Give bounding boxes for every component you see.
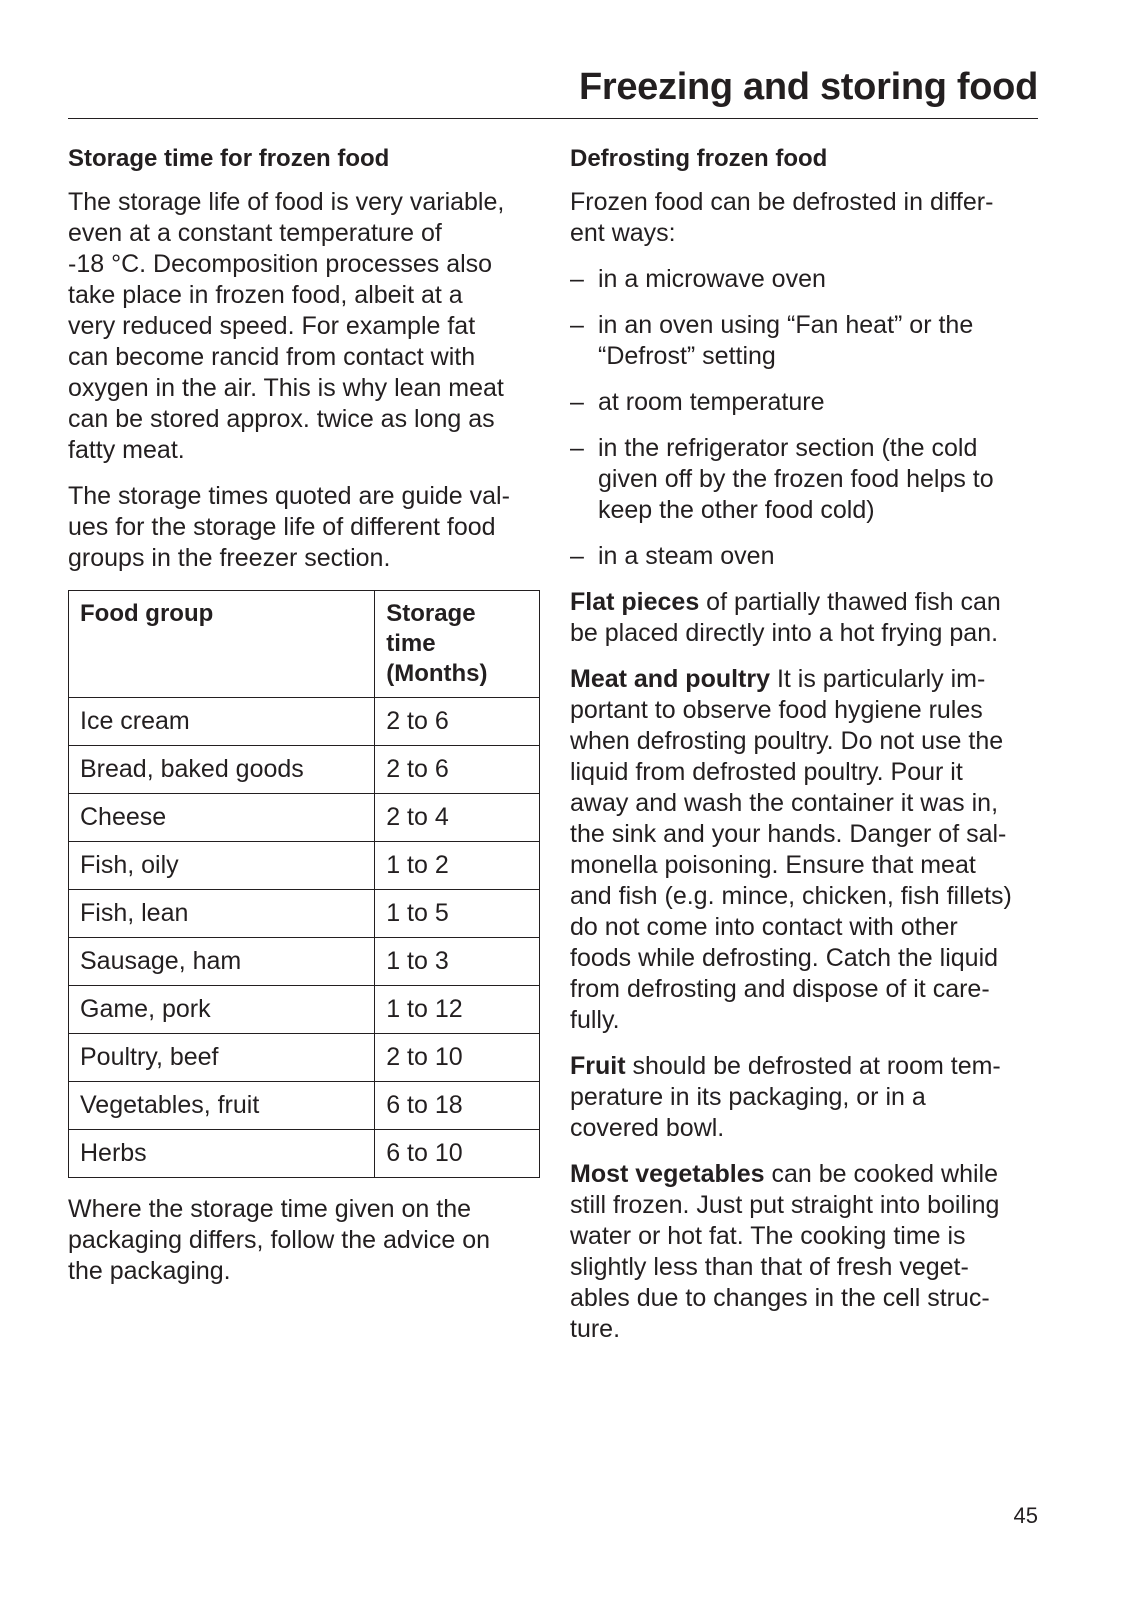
list-item (570, 541, 1040, 572)
dash-bullet: – (570, 388, 584, 416)
method-text: in a steam oven (598, 542, 775, 570)
vegetables-paragraph (570, 1159, 1040, 1345)
table-row (69, 938, 540, 986)
storage-time-cell: 1 to 12 (375, 986, 540, 1034)
list-item (570, 310, 1040, 372)
list-item (570, 433, 1040, 526)
table-row (69, 890, 540, 938)
table-header-row (69, 591, 540, 698)
table-row (69, 1034, 540, 1082)
food-group-cell: Herbs (69, 1130, 375, 1178)
storage-table-body (69, 698, 540, 1178)
vegetables-text: can be cooked while still frozen. Just put straight into boiling water or hot fat. The cooking time is slightly less than that of fresh veget- ables due to changes in the cell struc- ture. (570, 1160, 1000, 1343)
fruit-paragraph (570, 1051, 1040, 1144)
table-row (69, 986, 540, 1034)
page-title: Freezing and storing food (578, 66, 1038, 108)
dash-bullet: – (570, 265, 584, 293)
dash-bullet: – (570, 542, 584, 570)
food-group-cell: Ice cream (69, 698, 375, 746)
defrosting-methods-list (570, 264, 1040, 572)
storage-time-cell: 1 to 3 (375, 938, 540, 986)
storage-time-heading: Storage time for frozen food (68, 145, 390, 172)
flat-pieces-text: of partially thawed fish can be placed directly into a hot frying pan. (570, 588, 1001, 647)
list-item (570, 264, 1040, 295)
dash-bullet: – (570, 311, 584, 339)
list-item (570, 387, 1040, 418)
page-number: 45 (1013, 1503, 1038, 1528)
storage-time-cell: 2 to 6 (375, 698, 540, 746)
food-group-cell: Game, pork (69, 986, 375, 1034)
vegetables-term: Most vegetables (570, 1160, 765, 1188)
dash-bullet: – (570, 434, 584, 462)
storage-time-cell: 1 to 2 (375, 842, 540, 890)
storage-time-cell: 2 to 6 (375, 746, 540, 794)
food-group-header: Food group (69, 591, 375, 698)
storage-time-table (68, 590, 540, 1178)
table-row (69, 746, 540, 794)
method-text: in an oven using “Fan heat” or the “Defrost” setting (598, 311, 974, 370)
storage-time-cell: 2 to 10 (375, 1034, 540, 1082)
meat-poultry-term: Meat and poultry (570, 665, 771, 693)
table-row (69, 1082, 540, 1130)
defrosting-heading: Defrosting frozen food (570, 145, 828, 172)
defrosting-section (570, 144, 1040, 1360)
storage-guide-paragraph: The storage times quoted are guide val- ues for the storage life of different food groups in the freezer section. (68, 482, 510, 572)
meat-poultry-paragraph (570, 664, 1040, 1036)
food-group-cell: Fish, lean (69, 890, 375, 938)
page-header (68, 62, 1038, 119)
storage-time-cell: 2 to 4 (375, 794, 540, 842)
food-group-cell: Poultry, beef (69, 1034, 375, 1082)
food-group-cell: Bread, baked goods (69, 746, 375, 794)
flat-pieces-paragraph (570, 587, 1040, 649)
method-text: in the refrigerator section (the cold given off by the frozen food helps to keep the other food cold) (598, 434, 994, 524)
storage-time-header: Storage time (Months) (375, 591, 540, 698)
method-text: at room temperature (598, 388, 825, 416)
flat-pieces-term: Flat pieces (570, 588, 700, 616)
meat-poultry-text: It is particularly im- portant to observe food hygiene rules when defrosting poultry. Do not use the liquid from defrosted poultry. Pour it away and wash the container it was in, the sink and your hands. Danger of sal- monella poisoning. Ensure that meat and fish (e.g. mince, chicken, fish fillets) do not come into contact with other foods while defrosting. Catch the liquid from defrosting and dispose of it care- fully. (570, 665, 1012, 1034)
food-group-cell: Sausage, ham (69, 938, 375, 986)
storage-time-cell: 6 to 18 (375, 1082, 540, 1130)
food-group-cell: Vegetables, fruit (69, 1082, 375, 1130)
table-row (69, 842, 540, 890)
fruit-text: should be defrosted at room tem- perature in its packaging, or in a covered bowl. (570, 1052, 1001, 1142)
table-row (69, 794, 540, 842)
fruit-term: Fruit (570, 1052, 626, 1080)
storage-time-cell: 1 to 5 (375, 890, 540, 938)
storage-time-section (68, 144, 540, 1302)
packaging-advice-paragraph: Where the storage time given on the packaging differs, follow the advice on the packaging. (68, 1195, 491, 1285)
storage-time-cell: 6 to 10 (375, 1130, 540, 1178)
table-row (69, 698, 540, 746)
defrosting-intro-paragraph: Frozen food can be defrosted in differ- ent ways: (570, 188, 994, 247)
food-group-cell: Cheese (69, 794, 375, 842)
method-text: in a microwave oven (598, 265, 826, 293)
storage-intro-paragraph: The storage life of food is very variable, even at a constant temperature of -18 °C. Decomposition processes also take place in frozen food, albeit at a very reduced speed. For example fat can become rancid from contact with oxygen in the air. This is why lean meat can be stored approx. twice as long as fatty meat. (68, 188, 505, 464)
food-group-cell: Fish, oily (69, 842, 375, 890)
table-row (69, 1130, 540, 1178)
